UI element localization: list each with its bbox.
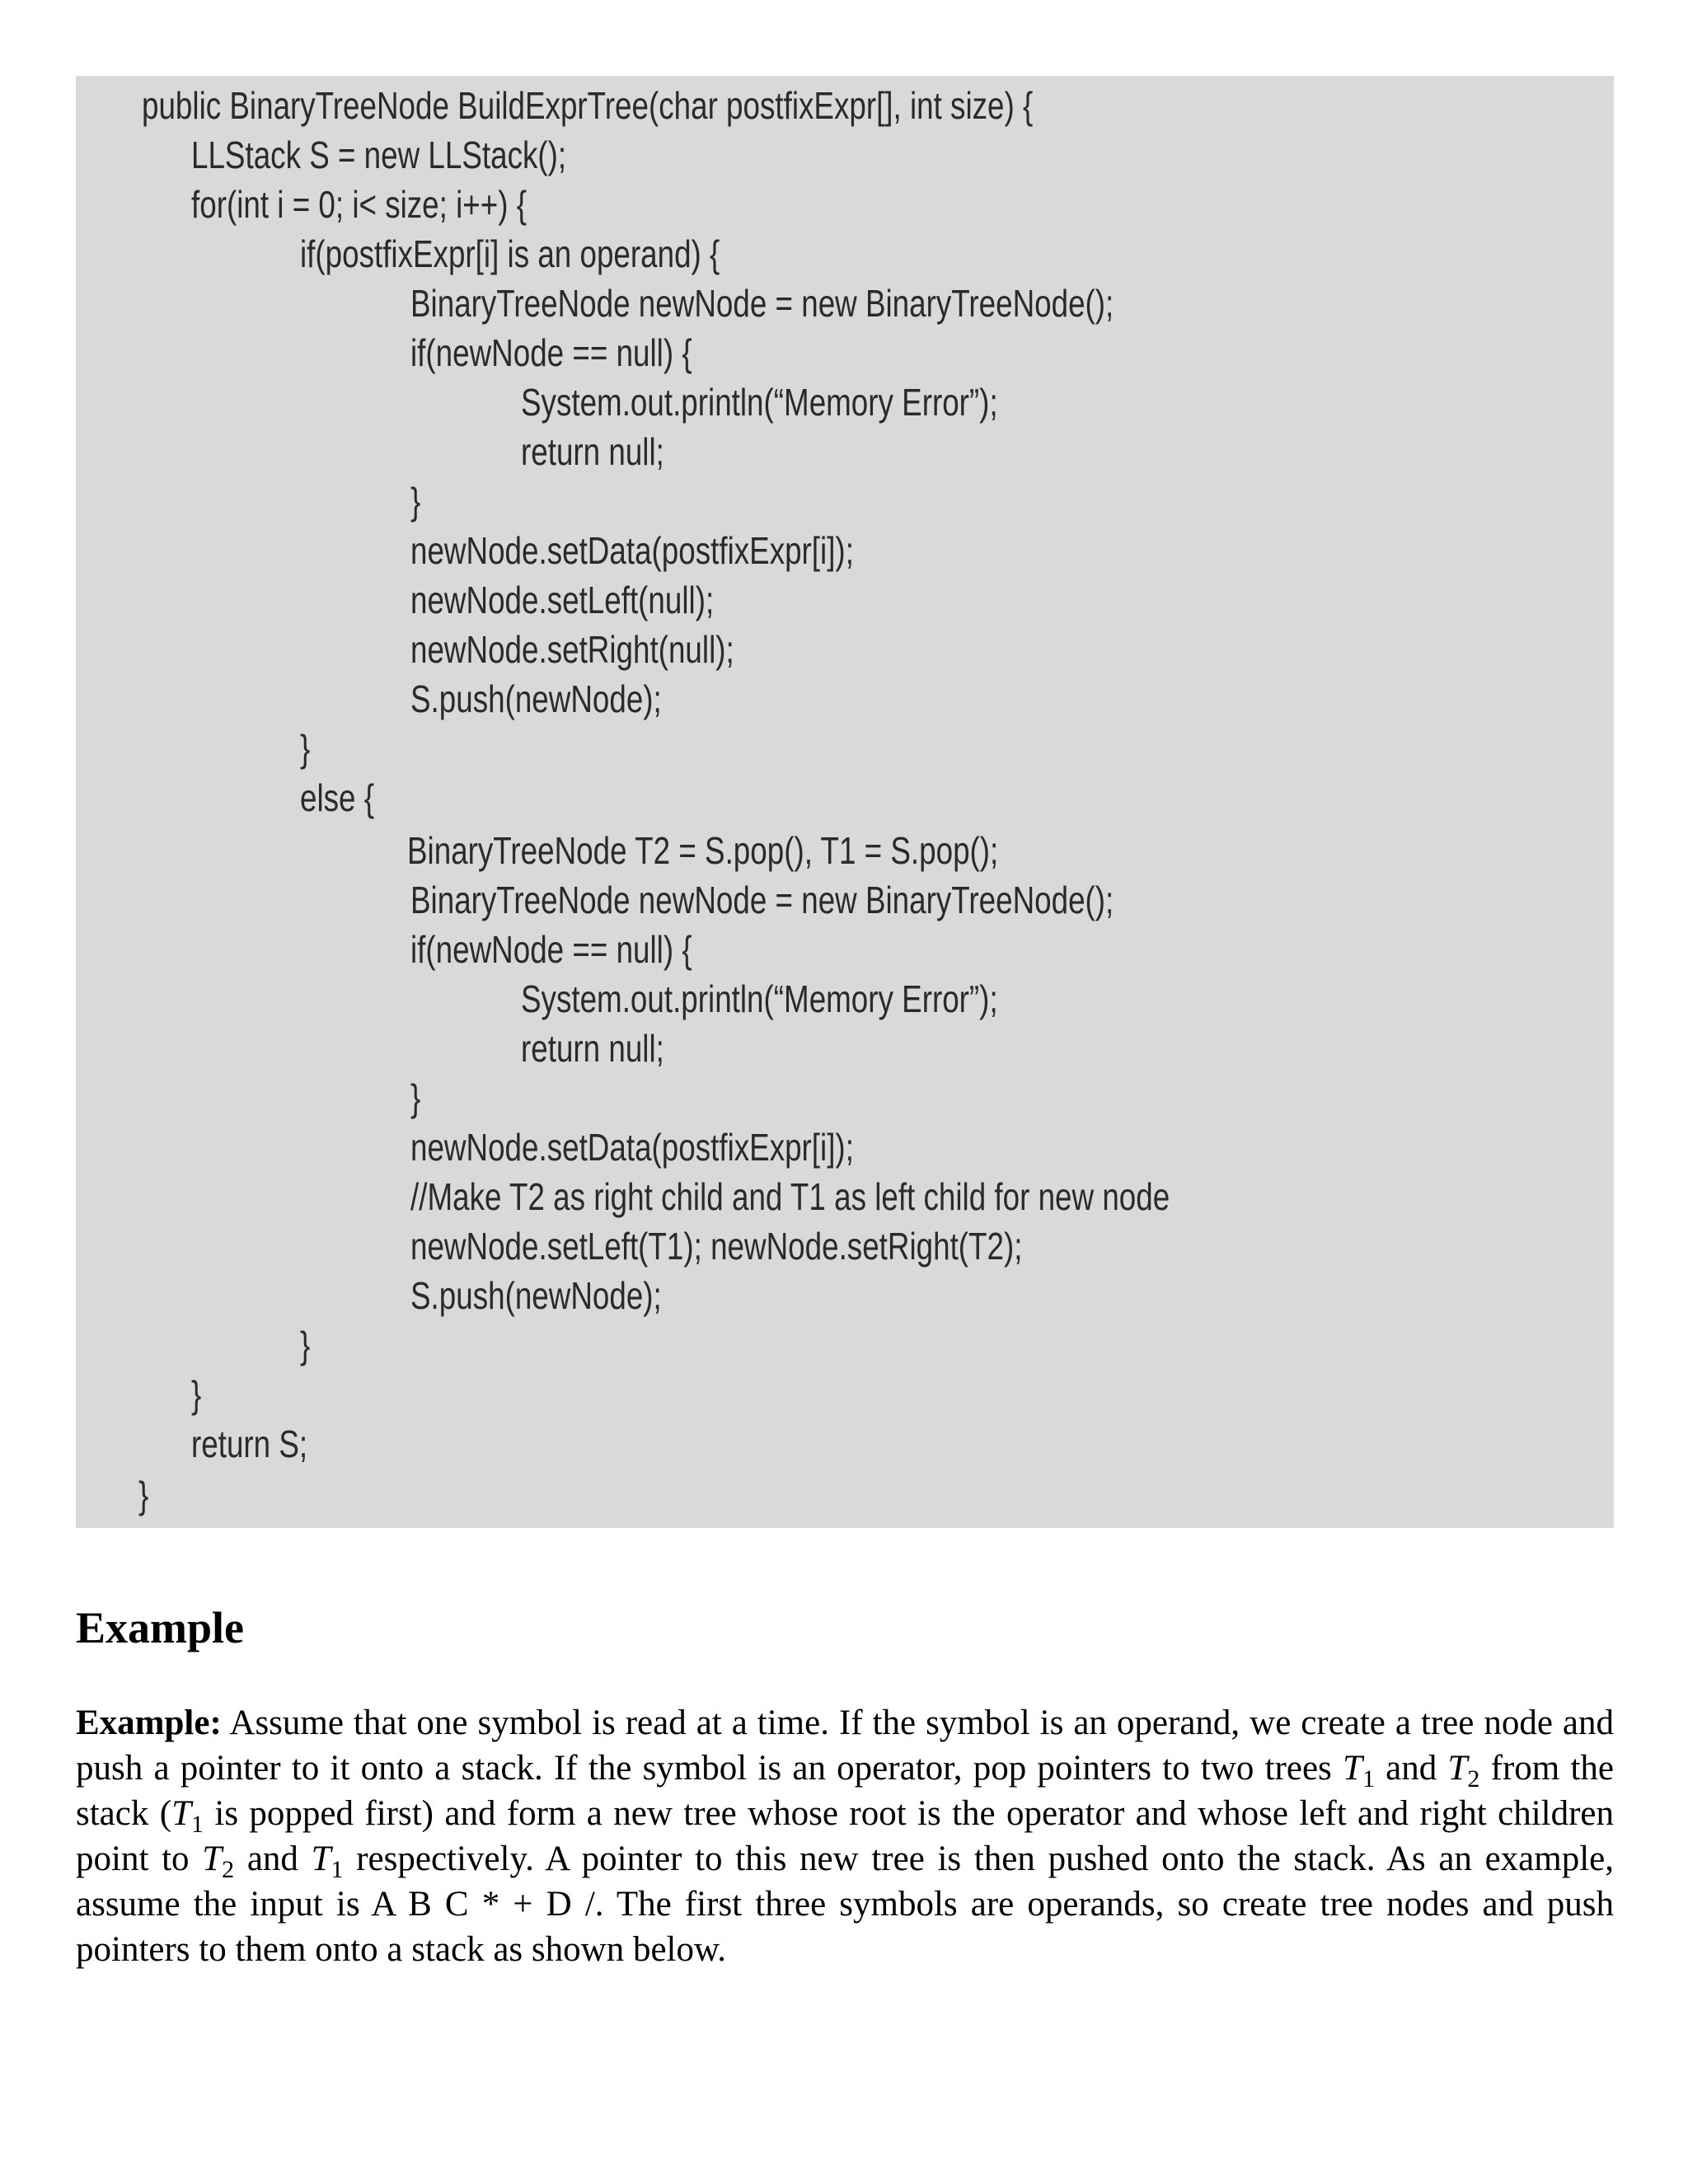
code-line-5: BinaryTreeNode newNode = new BinaryTreeNode(); (410, 282, 1114, 325)
code-line-28: return S; (191, 1422, 308, 1465)
code-line-4: if(postfixExpr[i] is an operand) { (300, 232, 720, 275)
code-line-29: } (138, 1474, 149, 1516)
code-listing (76, 76, 1614, 1528)
code-line-10: newNode.setData(postfixExpr[i]); (410, 529, 854, 572)
paragraph-text-1: Assume that one symbol is read at a time. If the symbol is an operand, we create a tree node and push a pointer to it onto a stack. If the symbol is an operator, pop pointers to two trees (76, 1704, 1614, 1788)
t1-subscript: 1 (1362, 1765, 1375, 1793)
code-line-6: if(newNode == null) { (410, 331, 692, 374)
code-line-11: newNode.setLeft(null); (410, 579, 715, 621)
paragraph-text-5: and (234, 1840, 312, 1878)
code-line-3: for(int i = 0; i< size; i++) { (191, 183, 528, 226)
code-line-22: newNode.setData(postfixExpr[i]); (410, 1126, 854, 1169)
code-line-24: newNode.setLeft(T1); newNode.setRight(T2); (410, 1225, 1023, 1268)
t2-subscript: 2 (1467, 1765, 1480, 1793)
code-line-19: System.out.println(“Memory Error”); (521, 977, 998, 1020)
code-line-26: } (300, 1324, 311, 1366)
code-line-7: System.out.println(“Memory Error”); (521, 381, 998, 424)
example-paragraph (76, 1700, 1614, 1972)
t2-subscript-2: 2 (222, 1856, 235, 1883)
paragraph-text-6: respectively. A pointer to this new tree is then pushed onto the stack. As an example, assume the input is A B C * + D /. The first three symbols are operands, so create tree nodes and push pointers to them onto a stack as shown below. (76, 1840, 1614, 1969)
t1-subscript-2: 1 (190, 1811, 204, 1838)
code-line-27: } (191, 1373, 202, 1416)
code-line-12: newNode.setRight(null); (410, 628, 734, 671)
code-line-25: S.push(newNode); (410, 1274, 662, 1317)
code-line-1: public BinaryTreeNode BuildExprTree(char postfixExpr[], int size) { (142, 84, 1034, 127)
code-line-20: return null; (521, 1027, 664, 1070)
t1-symbol-2: T (171, 1794, 191, 1833)
code-line-13: S.push(newNode); (410, 677, 662, 720)
paragraph-text-4: is popped first) and form a new tree whose root is the operator and whose left and right children point to (76, 1794, 1615, 1878)
code-line-9: } (410, 480, 421, 523)
section-heading: Example (76, 1603, 245, 1652)
t2-symbol-2: T (202, 1840, 223, 1878)
code-line-17: BinaryTreeNode newNode = new BinaryTreeNode(); (410, 879, 1114, 921)
code-line-14: } (300, 727, 311, 770)
example-lead: Example: (76, 1704, 222, 1742)
t1-symbol-3: T (311, 1840, 331, 1878)
paragraph-text-2: and (1374, 1749, 1448, 1788)
code-line-15: else { (300, 776, 375, 819)
code-line-21: } (410, 1076, 421, 1119)
t1-subscript-3: 1 (331, 1856, 344, 1883)
code-line-23: //Make T2 as right child and T1 as left child for new node (410, 1175, 1170, 1218)
code-line-18: if(newNode == null) { (410, 928, 692, 971)
paragraph-text-3: from the stack ( (76, 1749, 1615, 1833)
t1-symbol: T (1343, 1749, 1362, 1788)
code-line-16: BinaryTreeNode T2 = S.pop(), T1 = S.pop(); (407, 829, 999, 872)
code-line-2: LLStack S = new LLStack(); (191, 134, 567, 176)
t2-symbol: T (1447, 1749, 1468, 1788)
code-line-8: return null; (521, 430, 664, 473)
